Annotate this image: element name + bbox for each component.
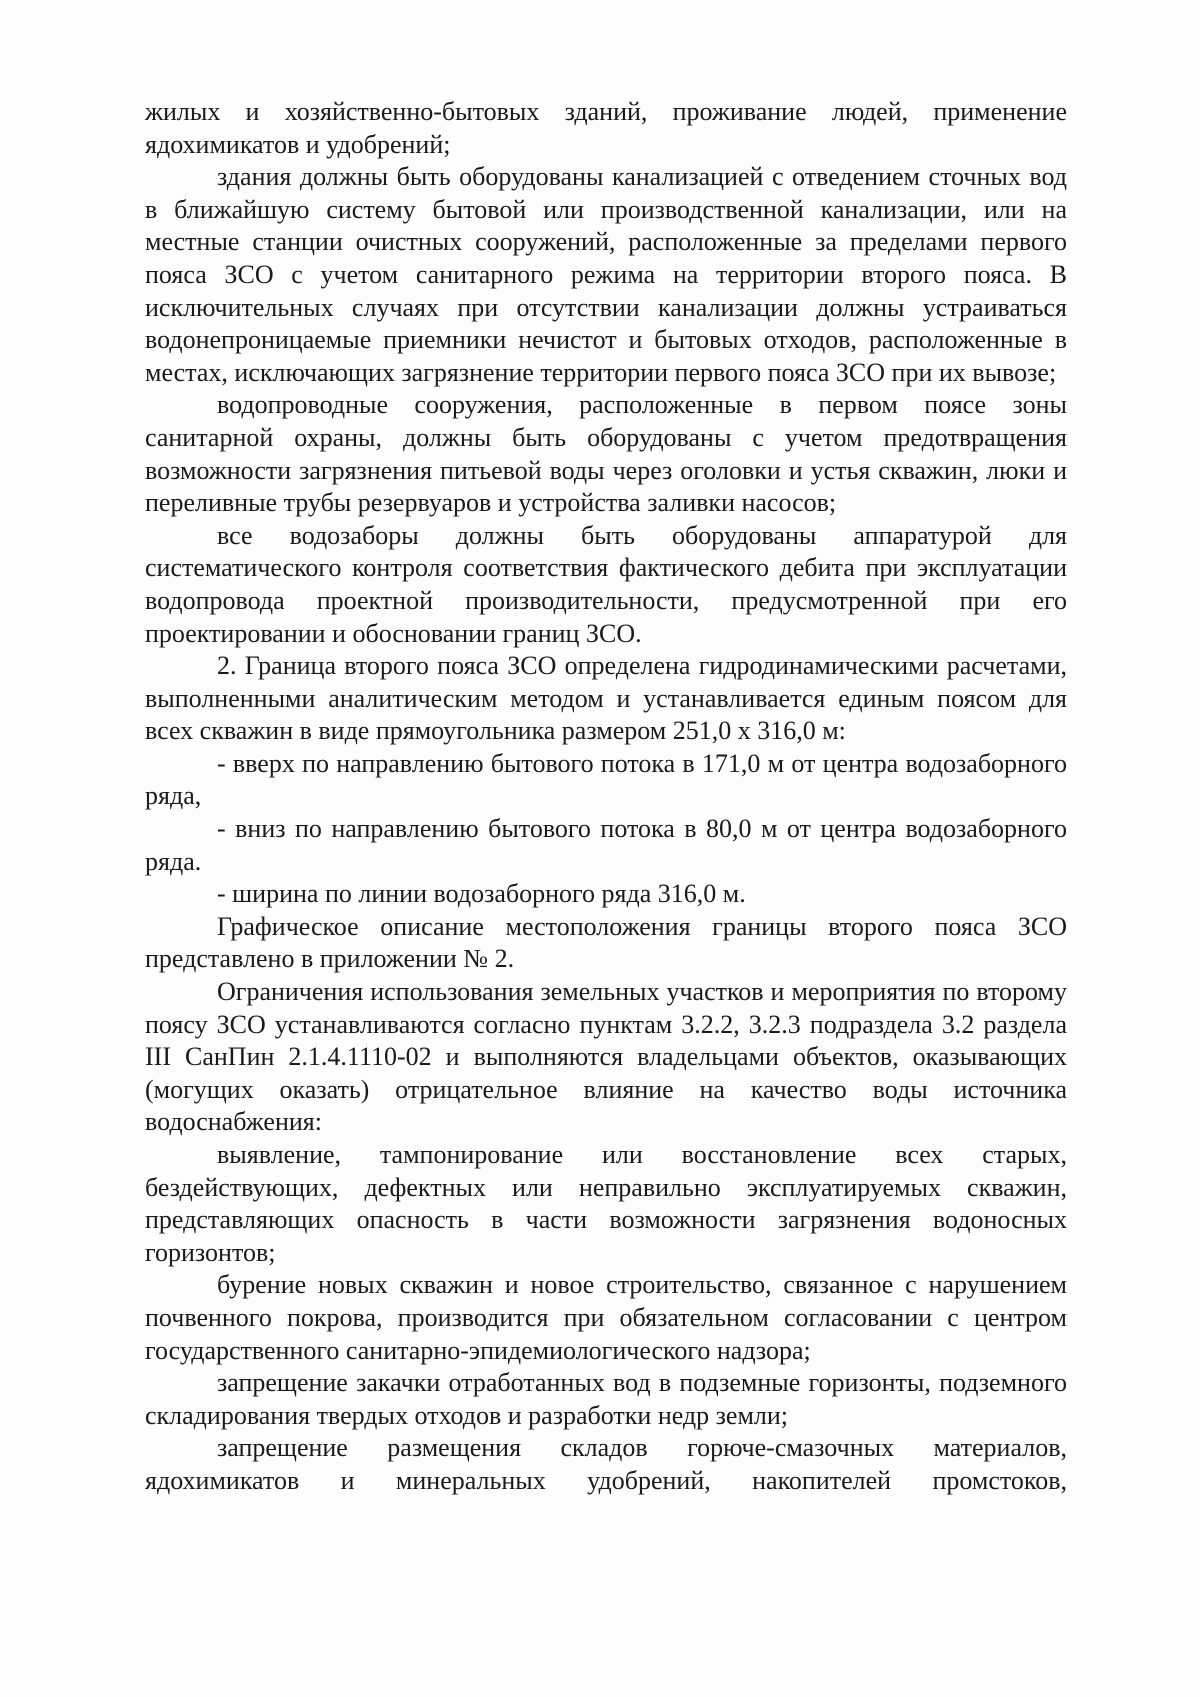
paragraph-11: выявление, тампонирование или восстановление всех старых, бездействующих, дефектных или неправильно эксплуатируемых скважин, представляющих опасность в части возможности загрязнения водоносных горизонтов; xyxy=(145,1140,1067,1267)
paragraph-10: Ограничения использования земельных участков и мероприятия по второму поясу ЗСО устанавливаются согласно пунктам 3.2.2, 3.2.3 подраздела 3.2 раздела III СанПин 2.1.4.1110-02 и выполняются владельцами объектов, оказывающих (могущих оказать) отрицательное влияние на качество воды источника водоснабжения: xyxy=(145,977,1067,1137)
paragraph-12: бурение новых скважин и новое строительство, связанное с нарушением почвенного покрова, производится при обязательном согласовании с центром государственного санитарно-эпидемиологического надзора; xyxy=(145,1270,1067,1365)
paragraph-13: запрещение закачки отработанных вод в подземные горизонты, подземного складирования твердых отходов и разработки недр земли; xyxy=(145,1368,1067,1430)
paragraph-4: все водозаборы должны быть оборудованы аппаратурой для систематического контроля соответствия фактического дебита при эксплуатации водопровода проектной производительности, предусмотренной при его проектировании и обосновании границ ЗСО. xyxy=(145,520,1067,648)
paragraph-6: - вверх по направлению бытового потока в 171,0 м от центра водозаборного ряда, xyxy=(145,748,1067,811)
paragraph-2: здания должны быть оборудованы канализацией с отведением сточных вод в ближайшую систему бытовой или производственной канализации, или на местные станции очистных сооружений, расположенные за пределами первого пояса ЗСО с учетом санитарного режима на территории второго пояса. В исключительных случаях при отсутствии канализации должны устраиваться водонепроницаемые приемники нечистот и бытовых отходов, расположенные в местах, исключающих загрязнение территории первого пояса ЗСО при их вывозе; xyxy=(145,162,1067,387)
paragraph-8: - ширина по линии водозаборного ряда 316,0 м. xyxy=(217,879,746,909)
paragraph-5: 2. Граница второго пояса ЗСО определена гидродинамическими расчетами, выполненными аналитическим методом и устанавливается единым поясом для всех скважин в виде прямоугольника размером 251,0 х 316,0 м: xyxy=(145,651,1067,746)
paragraph-3: водопроводные сооружения, расположенные в первом поясе зоны санитарной охраны, должны быть оборудованы с учетом предотвращения возможности загрязнения питьевой воды через оголовки и устья скважин, люки и переливные трубы резервуаров и устройства заливки насосов; xyxy=(145,390,1067,518)
paragraph-9: Графическое описание местоположения границы второго пояса ЗСО представлено в приложении № 2. xyxy=(145,911,1067,974)
paragraph-1: жилых и хозяйственно-бытовых зданий, проживание людей, применение ядохимикатов и удобрений; xyxy=(145,97,1067,159)
paragraph-14: запрещение размещения складов горюче-смазочных материалов, ядохимикатов и минеральных удобрений, накопителей промстоков, xyxy=(145,1433,1067,1495)
document-body xyxy=(145,96,1067,1498)
paragraph-7: - вниз по направлению бытового потока в 80,0 м от центра водозаборного ряда. xyxy=(145,814,1067,876)
